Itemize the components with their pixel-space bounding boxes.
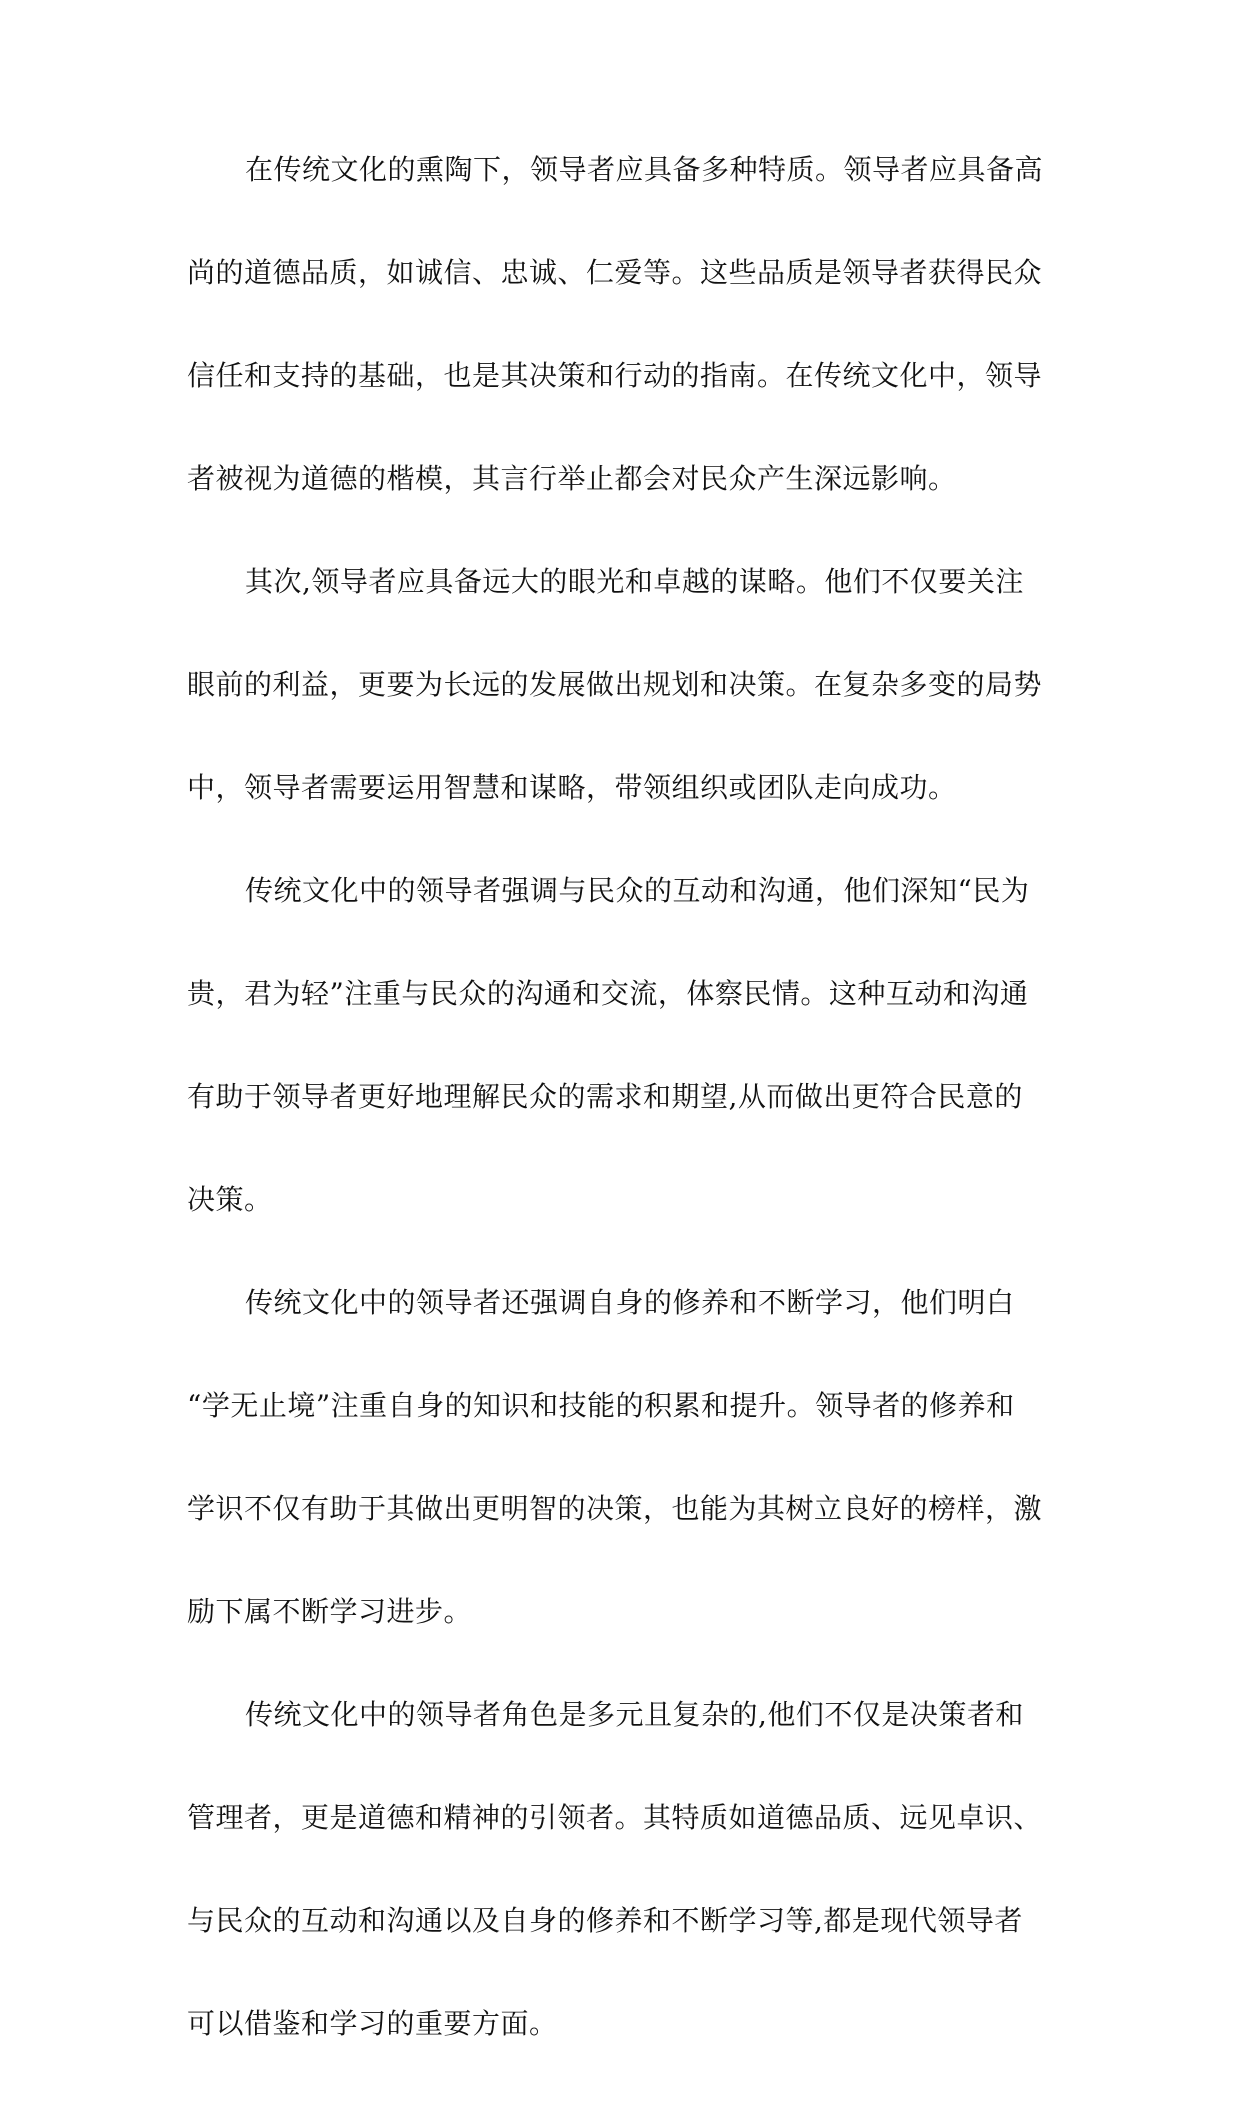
paragraph: [187, 1277, 1057, 1637]
paragraph: [187, 1689, 1057, 2049]
document-body: [187, 144, 1057, 2101]
paragraph-line: 学识不仅有助于其做出更明智的决策，也能为其树立良好的榜样，激: [187, 1492, 1043, 1525]
paragraph: [187, 144, 1057, 504]
paragraph-line: 信任和支持的基础，也是其决策和行动的指南。在传统文化中，领导: [187, 359, 1043, 392]
paragraph-line: 中，领导者需要运用智慧和谋略，带领组织或团队走向成功。: [187, 771, 957, 804]
paragraph-line: 励下属不断学习进步。: [187, 1595, 473, 1628]
paragraph-line: 者被视为道德的楷模，其言行举止都会对民众产生深远影响。: [187, 462, 957, 495]
paragraph: [187, 865, 1057, 1225]
paragraph-line: 可以借鉴和学习的重要方面。: [187, 2007, 558, 2040]
paragraph-line: 在传统文化的熏陶下，领导者应具备多种特质。领导者应具备高: [245, 153, 1044, 186]
paragraph-line: 传统文化中的领导者强调与民众的互动和沟通，他们深知“民为: [245, 874, 1030, 907]
paragraph-line: 眼前的利益，更要为长远的发展做出规划和决策。在复杂多变的局势: [187, 668, 1043, 701]
paragraph-line: 传统文化中的领导者还强调自身的修养和不断学习，他们明白: [245, 1286, 1015, 1319]
paragraph-line: 与民众的互动和沟通以及自身的修养和不断学习等,都是现代领导者: [187, 1904, 1023, 1937]
paragraph-line: 有助于领导者更好地理解民众的需求和期望,从而做出更符合民意的: [187, 1080, 1023, 1113]
paragraph: [187, 556, 1057, 813]
paragraph-line: 传统文化中的领导者角色是多元且复杂的,他们不仅是决策者和: [245, 1698, 1024, 1731]
paragraph-line: 尚的道德品质，如诚信、忠诚、仁爱等。这些品质是领导者获得民众: [187, 256, 1043, 289]
paragraph-line: 决策。: [187, 1183, 273, 1216]
paragraph-line: 其次,领导者应具备远大的眼光和卓越的谋略。他们不仅要关注: [245, 565, 1024, 598]
paragraph-line: 管理者，更是道德和精神的引领者。其特质如道德品质、远见卓识、: [187, 1801, 1043, 1834]
paragraph-line: 贵，君为轻”注重与民众的沟通和交流，体察民情。这种互动和沟通: [187, 977, 1029, 1010]
paragraph-line: “学无止境”注重自身的知识和技能的积累和提升。领导者的修养和: [187, 1389, 1015, 1422]
